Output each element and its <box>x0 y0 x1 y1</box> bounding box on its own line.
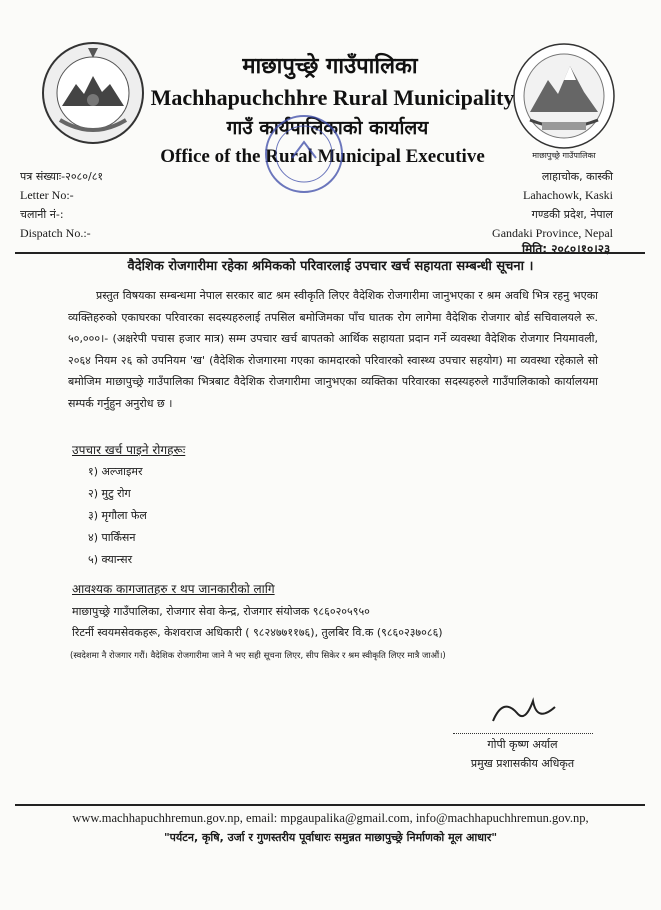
address-line-3: गण्डकी प्रदेश, नेपाल <box>531 208 613 221</box>
diseases-heading: उपचार खर्च पाइने रोगहरूः <box>72 443 186 457</box>
chalani-no: चलानी नं-: <box>20 208 64 221</box>
list-item: ४) पार्किंसन <box>88 531 136 544</box>
notice-subject: वैदेशिक रोजगारीमा रहेका श्रमिकको परिवारलाई उपचार खर्च सहायता सम्बन्धी सूचना । <box>127 259 534 274</box>
signature-block <box>430 695 615 771</box>
office-name-nepali: गाउँ कार्यपालिकाको कार्यालय <box>226 117 429 139</box>
patra-sankhya: पत्र संख्याः-२०८०/८१ <box>20 170 104 183</box>
signatory-title: प्रमुख प्रशासकीय अधिकृत <box>470 757 575 770</box>
documents-heading: आवश्यक कागजातहरु र थप जानकारीको लागि <box>72 582 275 596</box>
notice-body: प्रस्तुत विषयका सम्बन्धमा नेपाल सरकार बाट श्रम स्वीकृति लिएर वैदेशिक रोजगारीमा जानुभएका र श्रम अवधि भित्र रहनु भएका व्यक्तिहरुको एकाघरका परिवारका सदस्यहरुलाई तपसिल बमोजिमका पाँच घातक रोग लागेमा वैदेशिक रोजगार बोर्ड सचिवालयले रू. ५०,०००।- (अक्षरेपी पचास हजार मात्र) सम्म उपचार खर्च बापतको आर्थिक सहायता प्रदान गर्ने व्यवस्था वैदेशिक रोजगार नियमावली, २०६४ नियम २६ को उपनियम 'ख' (वैदेशिक रोजगारमा गएका कामदारको परिवारको स्वास्थ्य उपचार सहयोग) मा व्यवस्था रहेकाले सो बमोजिम माछापुच्छ्रे गाउँपालिका भित्रबाट वैदेशिक रोजगारीमा जानुभएका व्यक्तिका परिवारका सदस्यहरुले गाउँपालिकाको कार्यालयमा सम्पर्क गर्नुहुन अनुरोध छ । <box>68 289 598 410</box>
footer-divider <box>15 804 645 806</box>
municipality-name-nepali: माछापुच्छ्रे गाउँपालिका <box>242 54 418 79</box>
footer-slogan: "पर्यटन, कृषि, उर्जा र गुणस्तरीय पूर्वाधारः समुन्नत माछापुच्छ्रे निर्माणको मूल आधार" <box>163 831 498 844</box>
address-line-4: Gandaki Province, Nepal <box>492 226 613 240</box>
list-item: ३) मृगौला फेल <box>88 509 147 522</box>
contact-lines <box>72 601 443 643</box>
dispatch-no: Dispatch No.:- <box>20 226 91 240</box>
municipality-logo-icon <box>512 40 616 168</box>
contact-line-1: माछापुच्छ्रे गाउँपालिका, रोजगार सेवा केन्द्र, रोजगार संयोजक ९८६०२०५९५० <box>72 605 370 618</box>
office-name-english: Office of the Rural Municipal Executive <box>160 146 485 167</box>
logo-caption: माछापुच्छ्रे गाउँपालिका <box>532 151 596 160</box>
contact-line-2: रिटर्नी स्वयमसेवकहरू, केशवराज अधिकारी ( ९८२४७७११७६), तुलबिर वि.क (९८६०२३७०८६) <box>72 626 443 639</box>
signatory-name: गोपी कृष्ण अर्याल <box>487 738 558 751</box>
list-item: ५) क्यान्सर <box>88 553 133 566</box>
diseases-list <box>88 461 147 571</box>
list-item: १) अल्जाइमर <box>88 465 143 478</box>
letter-date: मिति: २०८०।१०।२३ <box>522 242 611 256</box>
address-line-2: Lahachowk, Kaski <box>523 188 613 202</box>
list-item: २) मुटु रोग <box>88 487 131 500</box>
address-block <box>492 167 613 243</box>
header-divider <box>15 252 645 254</box>
letter-no: Letter No:- <box>20 188 74 202</box>
signature-icon <box>483 695 563 729</box>
signature-line <box>453 733 593 734</box>
advisory-note: (स्वदेशमा नै रोजगार गरौं। वैदेशिक रोजगारीमा जाने नै भए सही सूचना लिएर, सीप सिकेर र श्रम स्वीकृति लिएर मात्रै जाऔं।) <box>70 651 446 661</box>
address-line-1: लाहाचोक, कास्की <box>541 170 613 183</box>
municipality-name-english: Machhapuchchhre Rural Municipality <box>150 85 515 110</box>
reference-block <box>20 167 103 243</box>
office-stamp-icon <box>262 112 346 196</box>
nepal-emblem-icon <box>40 40 146 146</box>
footer-contacts: www.machhapuchhremun.gov.np, email: mpgaupalika@gmail.com, info@machhapuchhremun.gov.np, <box>72 811 589 825</box>
